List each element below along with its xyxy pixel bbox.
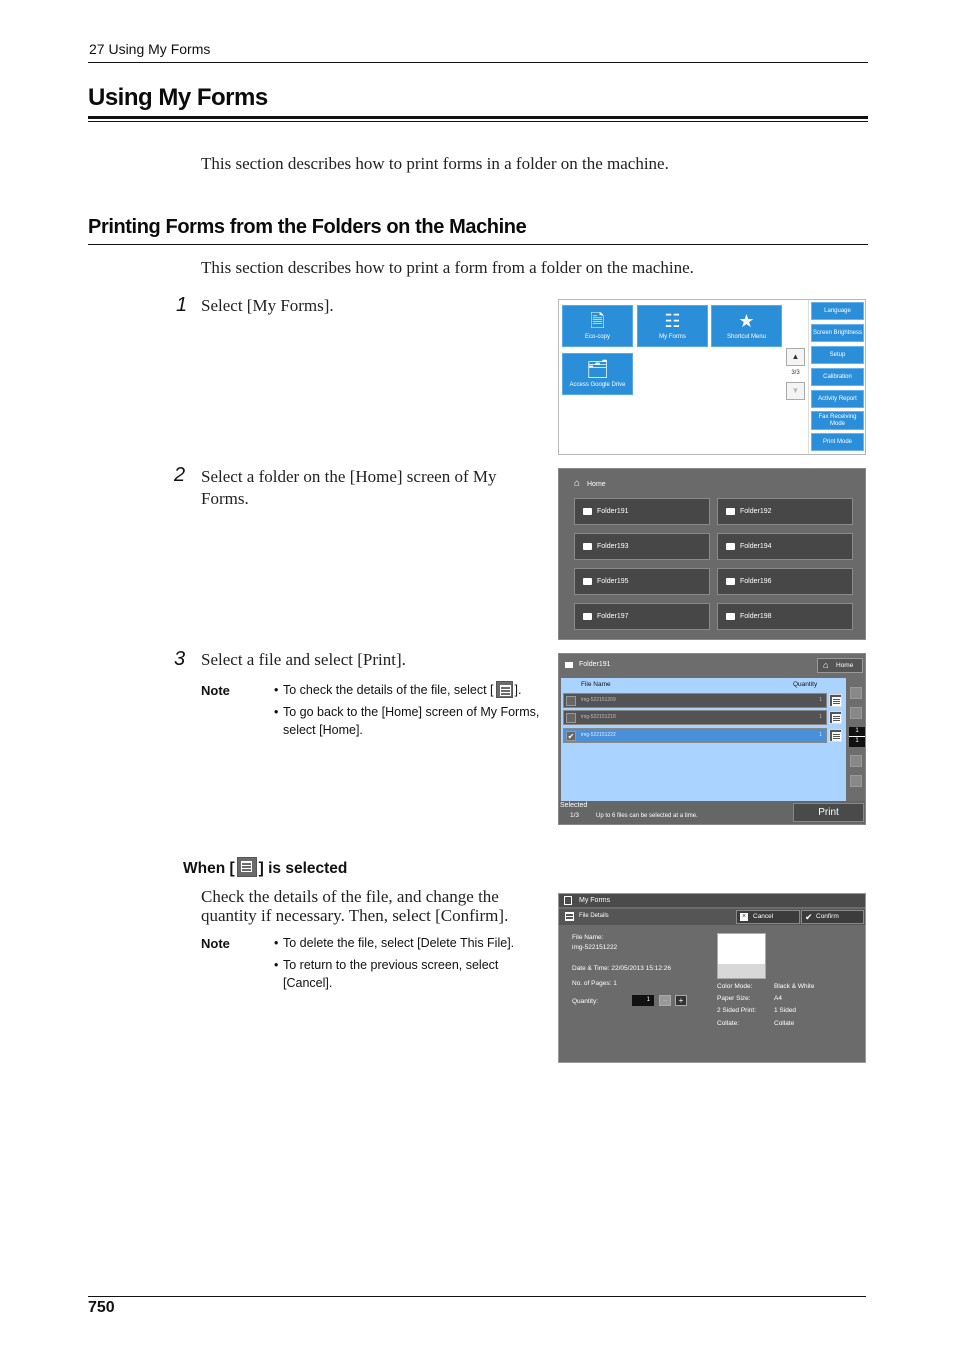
my-forms-tile[interactable]: ☷ My Forms [637,305,708,347]
prop-label: Color Mode: [717,983,753,990]
folder-button[interactable]: Folder191 [574,498,710,525]
folder-icon [726,508,735,515]
checkbox[interactable] [566,713,576,723]
title-rule-thin [88,121,868,122]
screen-title-bar: My Forms [559,894,866,907]
cancel-button[interactable]: × Cancel [736,910,800,924]
scroll-up-button[interactable]: ▲ [786,348,805,366]
date-time: Date & Time: 22/05/2013 15:12:26 [572,965,672,972]
fax-receiving-mode-button[interactable]: Fax Receiving Mode [811,411,864,430]
footer-rule [88,1296,866,1297]
step-text: Select a folder on the [Home] screen of My Forms. [201,467,497,508]
section-intro: This section describes how to print a form from a folder on the machine. [201,258,694,277]
file-details-icon[interactable] [829,729,842,742]
folder-icon [583,508,592,515]
folder-icon: 🗂 [586,359,609,379]
file-name: img-522151222 [572,944,618,951]
file-details-icon[interactable] [829,711,842,724]
file-details-icon [565,912,574,921]
title-rule [88,116,868,119]
folder-icon [583,543,592,550]
sub-heading: When [ ] is selected [183,857,347,878]
check-icon: ✔ [805,912,813,922]
print-mode-button[interactable]: Print Mode [811,433,864,451]
folder-icon [726,613,735,620]
step-text: Select [My Forms]. [201,296,334,315]
limit-text: Up to 6 files can be selected at a time. [596,813,698,819]
selected-label: Selected [560,802,588,809]
details-bar-label: File Details [579,913,609,919]
close-icon: × [741,913,747,920]
confirm-button[interactable]: ✔ Confirm [801,910,864,924]
star-icon: ★ [738,311,755,331]
prop-value: Collate [774,1020,795,1027]
section-rule [88,244,868,245]
home-icon: ⌂ [574,478,581,489]
page-title: Using My Forms [88,84,268,111]
scroll-top-button[interactable] [850,687,862,699]
step-number: 2 [174,464,186,486]
file-list [561,678,846,801]
home-button[interactable]: ⌂ Home [817,658,863,673]
prop-value: Black & White [774,983,815,990]
folder-icon [583,613,592,620]
print-button[interactable]: Print [793,803,864,822]
folder-button[interactable]: Folder198 [717,603,853,630]
access-google-drive-tile[interactable]: 🗂 Access Google Drive [562,353,633,395]
status-bar [559,801,866,825]
quantity-decrement-button[interactable]: − [659,995,671,1006]
file-row-selected[interactable]: ✔ img-522151222 1 [563,728,827,743]
file-preview [717,933,766,979]
file-name-label: File Name: [572,934,604,941]
prop-label: Collate: [717,1020,740,1027]
screen-brightness-button[interactable]: Screen Brightness [811,324,864,342]
screenshot-services-menu [558,299,866,455]
details-bar [559,909,866,925]
folder-button[interactable]: Folder194 [717,533,853,560]
screenshot-file-list [558,653,866,825]
column-quantity: Quantity [793,681,818,688]
screen-title: Home [587,481,606,488]
details-text: Check the details of the file, and change the quantity if necessary. Then, select [Confirm]. [201,887,509,925]
note-item: • To delete the file, select [Delete This File]. [274,936,515,950]
page-indicator: 3/3 [791,370,800,376]
note-label: Note [201,936,230,951]
document-icon: 🗎 [590,311,605,331]
note-item: • To check the details of the file, select [ ]. [274,683,522,697]
form-icon: ☷ [664,311,681,331]
scroll-down-button[interactable]: ▼ [786,382,805,400]
scroll-down-button[interactable] [850,755,862,767]
folder-title: Folder191 [579,661,611,668]
calibration-button[interactable]: Calibration [811,368,864,386]
folder-button[interactable]: Folder193 [574,533,710,560]
checkbox-checked[interactable]: ✔ [567,732,575,741]
step-text: Select a file and select [Print]. [201,650,406,669]
file-row[interactable]: img-522151218 1 [563,710,827,725]
prop-value: A4 [774,995,782,1002]
quantity-label: Quantity: [572,998,599,1005]
running-head: 27 Using My Forms [89,41,211,57]
prop-value: 1 Sided [774,1007,797,1014]
selected-count: 1/3 [570,812,580,819]
file-row[interactable]: img-522151209 1 [563,693,827,708]
step-number: 3 [174,648,186,670]
page-indicator: 1 1 [849,727,865,747]
file-list-header [561,678,846,691]
screenshot-home-folders [558,468,866,640]
file-details-icon[interactable] [829,694,842,707]
intro-text: This section describes how to print forms in a folder on the machine. [201,154,669,173]
folder-icon [583,578,592,585]
language-button[interactable]: Language [811,302,864,320]
page-count: No. of Pages: 1 [572,980,617,987]
folder-button[interactable]: Folder192 [717,498,853,525]
form-icon [564,896,572,905]
divider [808,300,809,455]
folder-button[interactable]: Folder195 [574,568,710,595]
scroll-bottom-button[interactable] [850,775,862,787]
column-file-name: File Name [581,681,611,688]
page-number: 750 [88,1299,115,1316]
section-title: Printing Forms from the Folders on the Machine [88,216,527,238]
header-rule [88,62,868,63]
note-label: Note [201,683,230,698]
note-item: • To return to the previous screen, select [Cancel]. [274,958,499,990]
note-item: • To go back to the [Home] screen of My Forms, select [Home]. [274,705,540,737]
eco-copy-tile[interactable]: 🗎 Eco-copy [562,305,633,347]
shortcut-menu-tile[interactable]: ★ Shortcut Menu [711,305,782,347]
quantity-increment-button[interactable]: + [675,995,687,1006]
file-details-icon [237,857,257,877]
quantity-field[interactable]: 1 [632,995,654,1006]
file-details-icon [496,681,513,698]
folder-icon [726,543,735,550]
folder-icon [565,662,573,668]
folder-icon [726,578,735,585]
folder-button[interactable]: Folder196 [717,568,853,595]
checkbox[interactable] [566,696,576,706]
activity-report-button[interactable]: Activity Report [811,390,864,408]
folder-button[interactable]: Folder197 [574,603,710,630]
step-number: 1 [176,294,188,316]
setup-button[interactable]: Setup [811,346,864,364]
prop-label: Paper Size: [717,995,751,1002]
home-icon: ⌂ [823,660,829,670]
screenshot-file-details [558,893,866,1063]
prop-label: 2 Sided Print: [717,1007,757,1014]
scroll-up-button[interactable] [850,707,862,719]
